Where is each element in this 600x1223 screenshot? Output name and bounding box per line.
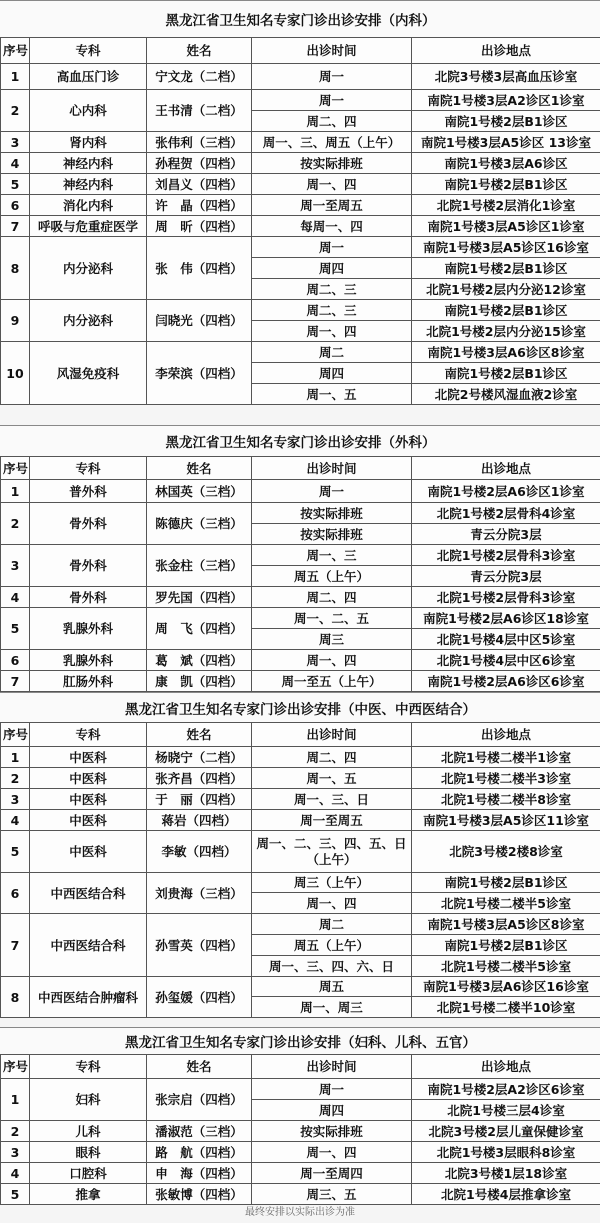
- department-cell: 风湿免疫科: [30, 342, 147, 405]
- table-row: [1, 1079, 600, 1100]
- time-cell: 周一、三、日: [252, 789, 412, 810]
- location-cell: 南院1号楼3层A2诊区1诊室: [412, 90, 600, 111]
- section: [0, 692, 600, 1018]
- department-cell: 内分泌科: [30, 300, 147, 342]
- doctor-name-cell: 潘淑范（三档）: [147, 1121, 252, 1142]
- row-number: 5: [1, 1184, 30, 1205]
- row-number: 3: [1, 1142, 30, 1163]
- location-cell: 南院1号楼2层B1诊区: [412, 873, 600, 893]
- location-cell: 南院1号楼2层B1诊区: [412, 111, 600, 132]
- time-cell: 周五: [252, 977, 412, 997]
- location-cell: 北院1号楼二楼半8诊室: [412, 789, 600, 810]
- table-row: [1, 90, 600, 111]
- doctor-name-cell: 杨晓宁（二档）: [147, 747, 252, 768]
- doctor-name-cell: 刘贵海（三档）: [147, 873, 252, 914]
- department-cell: 普外科: [30, 480, 147, 503]
- department-cell: 神经内科: [30, 153, 147, 174]
- location-cell: 南院1号楼3层A5诊区1诊室: [412, 216, 600, 237]
- time-cell: 周三（上午）: [252, 873, 412, 893]
- location-cell: 南院1号楼3层A6诊区8诊室: [412, 342, 600, 363]
- row-number: 2: [1, 768, 30, 789]
- time-cell: 周一、四: [252, 650, 412, 671]
- location-cell: 南院1号楼2层B1诊区: [412, 935, 600, 956]
- location-cell: 北院1号楼三层4诊室: [412, 1100, 600, 1121]
- section-title: 黑龙江省卫生知名专家门诊出诊安排（外科）: [0, 425, 600, 456]
- location-cell: 北院1号楼2层骨科3诊室: [412, 545, 600, 566]
- row-number: 3: [1, 132, 30, 153]
- doctor-name-cell: 张金柱（三档）: [147, 545, 252, 587]
- table-row: [1, 608, 600, 629]
- location-cell: 北院1号楼二楼半5诊室: [412, 893, 600, 914]
- table-row: [1, 237, 600, 258]
- row-number: 4: [1, 810, 30, 831]
- department-cell: 心内科: [30, 90, 147, 132]
- location-cell: 南院1号楼2层B1诊区: [412, 363, 600, 384]
- department-cell: 高血压门诊: [30, 64, 147, 90]
- row-number: 4: [1, 587, 30, 608]
- table-row: [1, 300, 600, 321]
- table-row: [1, 1184, 600, 1205]
- location-cell: 北院1号楼2层消化1诊室: [412, 195, 600, 216]
- row-number: 1: [1, 1079, 30, 1121]
- table-row: [1, 174, 600, 195]
- row-number: 4: [1, 1163, 30, 1184]
- department-cell: 中西医结合肿瘤科: [30, 977, 147, 1018]
- table-row: [1, 64, 600, 90]
- location-cell: 北院1号楼4层推拿诊室: [412, 1184, 600, 1205]
- department-cell: 肾内科: [30, 132, 147, 153]
- doctor-name-cell: 李荣滨（四档）: [147, 342, 252, 405]
- table-row: [1, 873, 600, 893]
- column-header: 姓名: [147, 457, 252, 480]
- doctor-name-cell: 申 海（四档）: [147, 1163, 252, 1184]
- time-cell: 周一: [252, 237, 412, 258]
- location-cell: 北院1号楼3层眼科8诊室: [412, 1142, 600, 1163]
- location-cell: 南院1号楼3层A5诊区8诊室: [412, 914, 600, 935]
- department-cell: 中医科: [30, 789, 147, 810]
- section-title: 黑龙江省卫生知名专家门诊出诊安排（妇科、儿科、五官）: [0, 1027, 600, 1054]
- column-header: 专科: [30, 723, 147, 747]
- row-number: 5: [1, 608, 30, 650]
- time-cell: 周一、四: [252, 1142, 412, 1163]
- header-row: [1, 457, 600, 480]
- schedule-table: [0, 37, 600, 405]
- table-row: [1, 831, 600, 873]
- department-cell: 内分泌科: [30, 237, 147, 300]
- location-cell: 南院1号楼3层A6诊区: [412, 153, 600, 174]
- time-cell: 周一、四: [252, 174, 412, 195]
- column-header: 出诊地点: [412, 457, 600, 480]
- time-cell: 周二、四: [252, 587, 412, 608]
- row-number: 3: [1, 545, 30, 587]
- row-number: 10: [1, 342, 30, 405]
- department-cell: 眼科: [30, 1142, 147, 1163]
- location-cell: 南院1号楼2层B1诊区: [412, 300, 600, 321]
- department-cell: 推拿: [30, 1184, 147, 1205]
- table-row: [1, 545, 600, 566]
- header-row: [1, 1055, 600, 1079]
- department-cell: 骨外科: [30, 545, 147, 587]
- department-cell: 乳腺外科: [30, 608, 147, 650]
- row-number: 1: [1, 64, 30, 90]
- table-row: [1, 503, 600, 524]
- table-row: [1, 342, 600, 363]
- doctor-name-cell: 李敏（四档）: [147, 831, 252, 873]
- table-row: [1, 153, 600, 174]
- location-cell: 北院1号楼二楼半3诊室: [412, 768, 600, 789]
- location-cell: 北院1号楼2层内分泌15诊室: [412, 321, 600, 342]
- column-header: 序号: [1, 457, 30, 480]
- time-cell: 周一: [252, 1079, 412, 1100]
- row-number: 1: [1, 480, 30, 503]
- column-header: 出诊时间: [252, 457, 412, 480]
- location-cell: 北院3号楼1层18诊室: [412, 1163, 600, 1184]
- doctor-name-cell: 陈德庆（三档）: [147, 503, 252, 545]
- department-cell: 儿科: [30, 1121, 147, 1142]
- time-cell: 周四: [252, 1100, 412, 1121]
- doctor-name-cell: 宁文龙（二档）: [147, 64, 252, 90]
- row-number: 4: [1, 153, 30, 174]
- department-cell: 中西医结合科: [30, 873, 147, 914]
- doctor-name-cell: 王书清（二档）: [147, 90, 252, 132]
- row-number: 7: [1, 216, 30, 237]
- department-cell: 中医科: [30, 747, 147, 768]
- table-row: [1, 747, 600, 768]
- section: [0, 1027, 600, 1205]
- column-header: 出诊时间: [252, 723, 412, 747]
- time-cell: 周二: [252, 342, 412, 363]
- column-header: 姓名: [147, 1055, 252, 1079]
- department-cell: 中医科: [30, 768, 147, 789]
- doctor-name-cell: 刘昌义（四档）: [147, 174, 252, 195]
- time-cell: 周一至五（上午）: [252, 671, 412, 692]
- column-header: 姓名: [147, 723, 252, 747]
- doctor-name-cell: 闫晓光（四档）: [147, 300, 252, 342]
- column-header: 专科: [30, 457, 147, 480]
- location-cell: 北院1号楼2层骨科3诊室: [412, 587, 600, 608]
- table-row: [1, 671, 600, 692]
- schedule-table: [0, 1054, 600, 1205]
- location-cell: 南院1号楼2层A6诊区1诊室: [412, 480, 600, 503]
- time-cell: 周三: [252, 629, 412, 650]
- location-cell: 南院1号楼2层A2诊区6诊室: [412, 1079, 600, 1100]
- doctor-name-cell: 康 凯（四档）: [147, 671, 252, 692]
- doctor-name-cell: 张宗启（四档）: [147, 1079, 252, 1121]
- time-cell: 按实际排班: [252, 153, 412, 174]
- column-header: 出诊时间: [252, 38, 412, 64]
- table-row: [1, 1163, 600, 1184]
- time-cell: 周一、三、四、六、日: [252, 956, 412, 977]
- time-cell: 周一、三、周五（上午）: [252, 132, 412, 153]
- location-cell: 北院1号楼二楼半10诊室: [412, 997, 600, 1018]
- time-cell: 周一、五: [252, 768, 412, 789]
- time-cell: 周一、周三: [252, 997, 412, 1018]
- table-row: [1, 195, 600, 216]
- row-number: 7: [1, 671, 30, 692]
- time-cell: 周四: [252, 363, 412, 384]
- time-cell: 周二、三: [252, 279, 412, 300]
- location-cell: 青云分院3层: [412, 524, 600, 545]
- location-cell: 南院1号楼3层A6诊区16诊室: [412, 977, 600, 997]
- doctor-name-cell: 于 丽（四档）: [147, 789, 252, 810]
- column-header: 专科: [30, 38, 147, 64]
- location-cell: 南院1号楼3层A5诊区16诊室: [412, 237, 600, 258]
- time-cell: 周一、二、三、四、五、日（上午）: [252, 831, 412, 873]
- row-number: 5: [1, 174, 30, 195]
- section-title: 黑龙江省卫生知名专家门诊出诊安排（内科）: [0, 0, 600, 37]
- doctor-name-cell: 罗先国（四档）: [147, 587, 252, 608]
- doctor-name-cell: 葛 斌（四档）: [147, 650, 252, 671]
- location-cell: 北院1号楼4层中区5诊室: [412, 629, 600, 650]
- table-row: [1, 480, 600, 503]
- column-header: 出诊地点: [412, 38, 600, 64]
- location-cell: 南院1号楼2层A6诊区6诊室: [412, 671, 600, 692]
- location-cell: 北院3号楼2层儿童保健诊室: [412, 1121, 600, 1142]
- time-cell: 周五（上午）: [252, 935, 412, 956]
- row-number: 6: [1, 195, 30, 216]
- department-cell: 乳腺外科: [30, 650, 147, 671]
- department-cell: 中医科: [30, 831, 147, 873]
- row-number: 3: [1, 789, 30, 810]
- department-cell: 妇科: [30, 1079, 147, 1121]
- table-row: [1, 1142, 600, 1163]
- department-cell: 口腔科: [30, 1163, 147, 1184]
- doctor-name-cell: 周 昕（四档）: [147, 216, 252, 237]
- time-cell: 按实际排班: [252, 503, 412, 524]
- time-cell: 周五（上午）: [252, 566, 412, 587]
- row-number: 7: [1, 914, 30, 977]
- section-title: 黑龙江省卫生知名专家门诊出诊安排（中医、中西医结合）: [0, 692, 600, 722]
- table-row: [1, 132, 600, 153]
- time-cell: 周一、二、五: [252, 608, 412, 629]
- location-cell: 北院1号楼4层中区6诊室: [412, 650, 600, 671]
- location-cell: 北院1号楼二楼半1诊室: [412, 747, 600, 768]
- doctor-name-cell: 路 航（四档）: [147, 1142, 252, 1163]
- time-cell: 按实际排班: [252, 1121, 412, 1142]
- location-cell: 北院3号楼2楼8诊室: [412, 831, 600, 873]
- column-header: 专科: [30, 1055, 147, 1079]
- department-cell: 骨外科: [30, 503, 147, 545]
- location-cell: 北院3号楼3层高血压诊室: [412, 64, 600, 90]
- row-number: 2: [1, 1121, 30, 1142]
- location-cell: 南院1号楼2层B1诊区: [412, 258, 600, 279]
- department-cell: 骨外科: [30, 587, 147, 608]
- table-row: [1, 810, 600, 831]
- row-number: 2: [1, 90, 30, 132]
- header-row: [1, 38, 600, 64]
- row-number: 1: [1, 747, 30, 768]
- column-header: 姓名: [147, 38, 252, 64]
- row-number: 6: [1, 873, 30, 914]
- table-row: [1, 587, 600, 608]
- doctor-name-cell: 张 伟（四档）: [147, 237, 252, 300]
- location-cell: 北院2号楼风湿血液2诊室: [412, 384, 600, 405]
- doctor-name-cell: 林国英（三档）: [147, 480, 252, 503]
- time-cell: 周一至周四: [252, 1163, 412, 1184]
- table-row: [1, 789, 600, 810]
- doctor-name-cell: 许 晶（四档）: [147, 195, 252, 216]
- location-cell: 南院1号楼3层A5诊区11诊室: [412, 810, 600, 831]
- time-cell: 按实际排班: [252, 524, 412, 545]
- doctor-name-cell: 孙程贺（四档）: [147, 153, 252, 174]
- doctor-name-cell: 周 飞（四档）: [147, 608, 252, 650]
- time-cell: 周一: [252, 480, 412, 503]
- location-cell: 南院1号楼2层A6诊区18诊室: [412, 608, 600, 629]
- column-header: 出诊地点: [412, 1055, 600, 1079]
- location-cell: 南院1号楼3层A5诊区 13诊室: [412, 132, 600, 153]
- schedule-table: [0, 722, 600, 1018]
- section: [0, 0, 600, 405]
- location-cell: 北院1号楼二楼半5诊室: [412, 956, 600, 977]
- doctor-name-cell: 张伟利（三档）: [147, 132, 252, 153]
- row-number: 6: [1, 650, 30, 671]
- time-cell: 周一、四: [252, 321, 412, 342]
- time-cell: 周二、四: [252, 747, 412, 768]
- schedule-table: [0, 456, 600, 692]
- location-cell: 南院1号楼2层B1诊区: [412, 174, 600, 195]
- row-number: 2: [1, 503, 30, 545]
- doctor-name-cell: 张齐昌（四档）: [147, 768, 252, 789]
- doctor-name-cell: 孙玺媛（四档）: [147, 977, 252, 1018]
- section: [0, 425, 600, 692]
- table-row: [1, 914, 600, 935]
- table-row: [1, 768, 600, 789]
- time-cell: 周一、四: [252, 893, 412, 914]
- time-cell: 周一、三: [252, 545, 412, 566]
- time-cell: 周二、三: [252, 300, 412, 321]
- column-header: 序号: [1, 38, 30, 64]
- time-cell: 周三、五: [252, 1184, 412, 1205]
- footer-note: 最终安排以实际出诊为准: [245, 1207, 355, 1218]
- time-cell: 周一至周五: [252, 195, 412, 216]
- time-cell: 周二: [252, 914, 412, 935]
- department-cell: 呼吸与危重症医学: [30, 216, 147, 237]
- table-row: [1, 977, 600, 997]
- doctor-name-cell: 张敏博（四档）: [147, 1184, 252, 1205]
- row-number: 8: [1, 977, 30, 1018]
- table-row: [1, 1121, 600, 1142]
- time-cell: 周一至周五: [252, 810, 412, 831]
- column-header: 出诊时间: [252, 1055, 412, 1079]
- row-number: 5: [1, 831, 30, 873]
- column-header: 序号: [1, 723, 30, 747]
- header-row: [1, 723, 600, 747]
- doctor-name-cell: 蒋岩（四档）: [147, 810, 252, 831]
- row-number: 9: [1, 300, 30, 342]
- column-header: 序号: [1, 1055, 30, 1079]
- department-cell: 中医科: [30, 810, 147, 831]
- table-row: [1, 216, 600, 237]
- department-cell: 神经内科: [30, 174, 147, 195]
- location-cell: 青云分院3层: [412, 566, 600, 587]
- time-cell: 周四: [252, 258, 412, 279]
- doctor-name-cell: 孙雪英（四档）: [147, 914, 252, 977]
- time-cell: 每周一、四: [252, 216, 412, 237]
- department-cell: 肛肠外科: [30, 671, 147, 692]
- location-cell: 北院1号楼2层骨科4诊室: [412, 503, 600, 524]
- row-number: 8: [1, 237, 30, 300]
- department-cell: 消化内科: [30, 195, 147, 216]
- column-header: 出诊地点: [412, 723, 600, 747]
- time-cell: 周一、五: [252, 384, 412, 405]
- time-cell: 周一: [252, 90, 412, 111]
- table-row: [1, 650, 600, 671]
- department-cell: 中西医结合科: [30, 914, 147, 977]
- time-cell: 周二、四: [252, 111, 412, 132]
- time-cell: 周一: [252, 64, 412, 90]
- location-cell: 北院1号楼2层内分泌12诊室: [412, 279, 600, 300]
